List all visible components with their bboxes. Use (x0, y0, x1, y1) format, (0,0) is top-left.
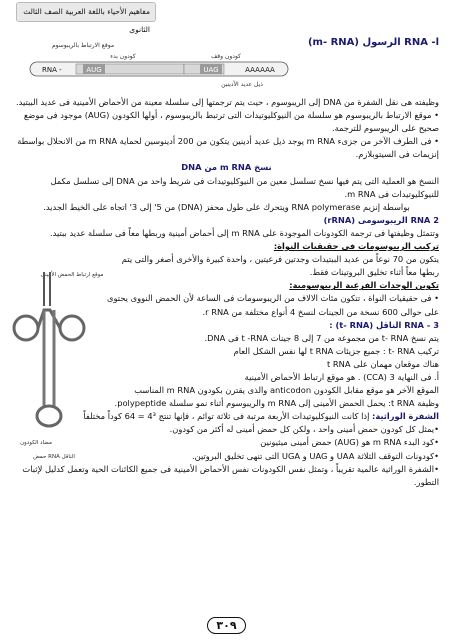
trna-side-text (100, 253, 439, 384)
section-title: ا- RNA الرسول (m- RNA) (307, 37, 439, 48)
cca-site: أ. فى النهاية 3 (CCA) . هو موقع ارتباط الأحماض الأمينية (244, 371, 439, 382)
polymerase-line: بواسطة إنزيم RNA polymerase ويتحرك على طول محفز (DNA) من 5' إلى 3' اتجاه على الخيط الجديد. (43, 201, 410, 212)
tail-label: ذيل عديد الأدينين (221, 81, 263, 88)
ribosome-structure-text: يتكون من 70 نوعاً من عديد الببتيدات وجدتين فرعيتين ، واحدة كبيرة والأخرى أصغر والتى يتم ربطها معاً أثناء تخليق البروتينات فقط. (121, 254, 439, 278)
poly-a-tail: AAAAAA (245, 66, 275, 74)
start-codon: AUG (86, 66, 102, 74)
genetic-code-text: إذا كانت النيوكليوتيدات الأربعة مرتبة فى ثلاثة توائم ، فإنها تنتج 4³ = 64 كوداً مختلفاً (83, 411, 370, 422)
page-number-text: ٣٠٩ (207, 617, 245, 634)
rrna-heading: RNA 2 الريبوسومى (rRNA) (323, 214, 439, 225)
ribosome-site-label: موقع الارتباط بالريبوسوم (51, 42, 115, 49)
poly-a-bullet: • فى الطرف الآخر من جزىء m RNA يوجد ذيل عديد أدينين يتكون من 200 أدينوسين لحماية m RNA من الانحلال بواسطة إنزيمات فى السيتوبلازم. (17, 136, 439, 160)
mrna-diagram (28, 38, 290, 94)
start-codon-label: كودون بدء (110, 53, 136, 60)
subunit-heading: تكوين الوحدات الفرعية الريبوسومية: (289, 280, 439, 291)
rrna-function: وتتمثل وظيفتها فى ترجمة الكودونات الموجودة على m RNA إلى أحماض أمينية وربطها معاً فى سلسلة عديد ببتيد. (50, 227, 439, 238)
mrna-function: وظيفته هى نقل الشفرة من DNA إلى الريبوسوم ، حيث يتم ترجمتها إلى سلسلة معينة من الأحماض الأمينية فى عديد الببتيد. (16, 97, 439, 107)
anticodon-site: الموقع الآخر هو موقع مقابل الكودون anticodon والذى يقترن بكودون m RNA المناسب (134, 385, 439, 396)
strand-label: RNA - (42, 66, 62, 74)
trna-sites: هناك موقعان مهمان على t RNA (327, 358, 439, 369)
trna-function: وظيفة t RNA: يحمل الحمض الأمينى إلى m RNA والريبوسوم أثناء نمو سلسلة polypeptide. (114, 398, 439, 409)
universal-code-text: •الشفرة الوراثية عالمية تقريباً ، وتمثل نفس الكودونات نفس الأحماض الأمينية فى جميع الكائنات الحية وتعمل كدليل لإثبات التطور. (22, 463, 439, 487)
trna-structure: تركيب t- RNA : جميع جزيئات t RNA لها نفس الشكل العام (233, 345, 439, 356)
amino-acid-site-label: موقع ارتباط الحمض الأمينى (40, 272, 104, 278)
transcription-definition: النسخ هو العملية التى يتم فيها نسخ تسلسل معين من النيوكليوتيدات فى شريط واحد من DNA إلى تسلسل مكمل للنيوكليوتيدات فى m RNA. (50, 175, 439, 199)
page-header: مفاهيم الأحياء باللغة العربية الصف الثالث الثانوى (16, 2, 156, 22)
genetic-code-heading: الشفرة الوراثية: (372, 411, 439, 422)
trna-transcription: يتم نسخ t- RNA من مجموعة من 7 إلى 8 جينات t -RNA فى DNA. (204, 332, 439, 343)
transcription-heading: نسخ m RNA من DNA (181, 162, 272, 173)
stop-codons-text: •كودونات التوقف الثلاثة UAA و UAG و UGA التى تنهى تخليق البروتين. (192, 450, 439, 461)
start-codon-text: •كود البدء m RNA هو (AUG) حمض أمينى ميثيونين (260, 437, 439, 448)
trna-heading: 3 - RNA الناقل (t- RNA) : (329, 319, 439, 330)
anticodon-label: مضاد الكودون (20, 440, 52, 446)
page-number (0, 617, 453, 634)
stop-codon-label: كودون وقف (211, 53, 241, 60)
ribosome-binding-bullet: • موقع الارتباط بالريبوسوم هو سلسلة من النيوكليوتيدات التى ترتبط بالريبوسوم ، أولها الكودون (AUG) موجود فى موضع صحيح على الريبوسوم للترجمة. (23, 110, 439, 134)
trna-name-label: حمض RNA الناقل (33, 454, 75, 460)
trna-diagram (14, 266, 104, 462)
subunit-text: • فى حقيقيات النواة ، تتكون مئات الالاف من الريبوسومات فى الساعة لأن الحمض النووى يحتوى على حوالى 600 نسخة من الجينات لنسخ 4 أنواع مختلفة من r RNA. (107, 293, 439, 317)
codon-amino-acid: •يمثل كل كودون حمض أمينى واحد ، ولكن كل حمض أمينى له أكثر من كودون. (169, 424, 439, 435)
stop-codon: UAG (203, 66, 219, 74)
ribosome-structure-heading: تركيب الريبوسومات فى حقيقيات النواة: (273, 241, 439, 252)
